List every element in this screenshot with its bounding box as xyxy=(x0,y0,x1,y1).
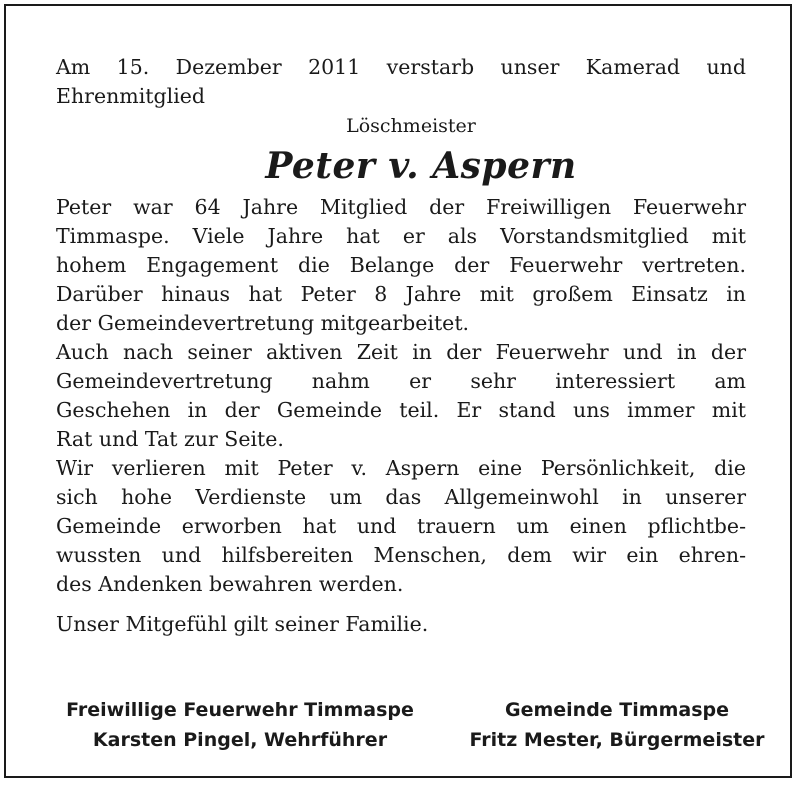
deceased-rank: Löschmeister xyxy=(346,115,476,137)
text-line: Darüber hinaus hat Peter 8 Jahre mit großem Einsatz in xyxy=(56,282,746,306)
text-line: Gemeinde erworben hat und trauern um einen pflichtbe- xyxy=(56,514,746,538)
text-line: des Andenken bewahren werden. xyxy=(56,572,404,596)
deceased-name: Peter v. Aspern xyxy=(265,145,577,187)
text-line: hohem Engagement die Belange der Feuerwehr vertreten. xyxy=(56,253,746,277)
signature-fire-brigade xyxy=(40,695,440,755)
text-line: Rat und Tat zur Seite. xyxy=(56,427,284,451)
text-line: Geschehen in der Gemeinde teil. Er stand uns immer mit xyxy=(56,398,746,422)
text-line: wussten und hilfsbereiten Menschen, dem wir ein ehren- xyxy=(56,543,746,567)
paragraph-tribute xyxy=(56,454,746,599)
paragraph-later-years xyxy=(56,338,746,454)
text-line: der Gemeindevertretung mitgearbeitet. xyxy=(56,311,470,335)
text-line: Auch nach seiner aktiven Zeit in der Feuerwehr und in der xyxy=(56,340,746,364)
text-line: sich hohe Verdienste um das Allgemeinwohl in unserer xyxy=(56,485,746,509)
intro-line: Ehrenmitglied xyxy=(56,84,206,108)
signature-org: Freiwillige Feuerwehr Timmaspe xyxy=(66,699,414,721)
signature-municipality xyxy=(452,695,782,755)
intro-line: Am 15. Dezember 2011 verstarb unser Kamerad und xyxy=(56,55,746,79)
text-line: Gemeindevertretung nahm er sehr interessiert am xyxy=(56,369,746,393)
paragraph-gap xyxy=(56,599,746,610)
signature-person: Fritz Mester, Bürgermeister xyxy=(469,729,765,751)
paragraph-membership xyxy=(56,193,746,338)
closing-line: Unser Mitgefühl gilt seiner Familie. xyxy=(56,612,429,636)
text-line: Wir verlieren mit Peter v. Aspern eine Persönlichkeit, die xyxy=(56,456,746,480)
signature-person: Karsten Pingel, Wehrführer xyxy=(92,729,388,751)
text-line: Peter war 64 Jahre Mitglied der Freiwilligen Feuerwehr xyxy=(56,195,746,219)
signature-org: Gemeinde Timmaspe xyxy=(505,699,729,721)
text-line: Timmaspe. Viele Jahre hat er als Vorstandsmitglied mit xyxy=(56,224,746,248)
obituary-body xyxy=(56,53,746,639)
